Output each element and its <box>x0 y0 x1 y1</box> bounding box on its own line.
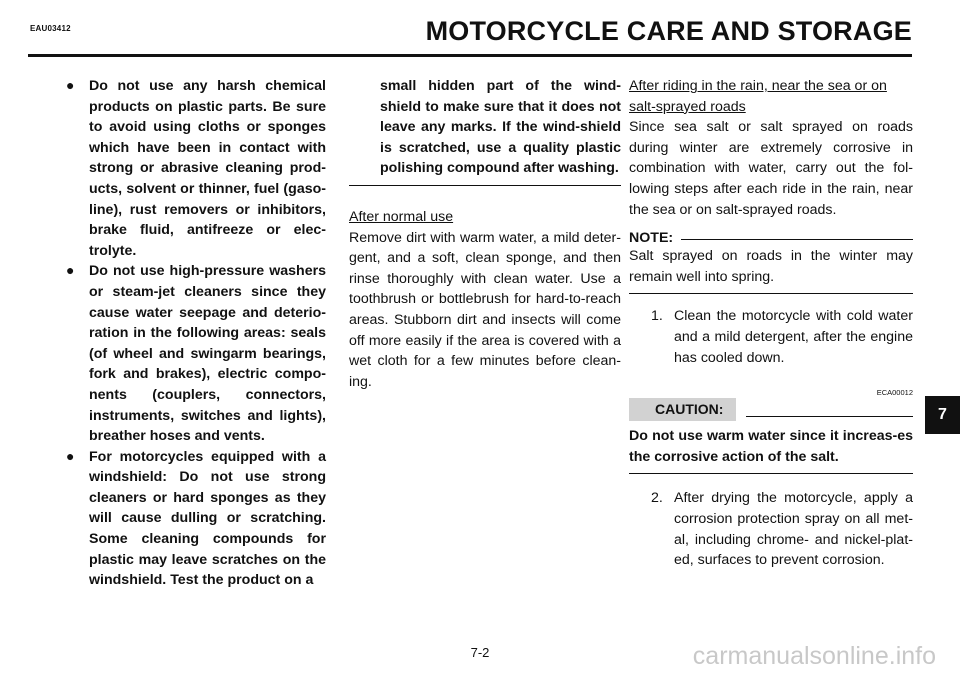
step-item <box>629 306 913 368</box>
column-3 <box>629 76 913 571</box>
caution-text: Do not use warm water since it increas-es the corrosive action of the salt. <box>629 428 913 465</box>
page-title: MOTORCYCLE CARE AND STORAGE <box>425 16 912 46</box>
caution-label: CAUTION: <box>629 398 736 421</box>
step-text: After drying the motorcycle, apply a corrosion protection spray on all met-al, including chrome- and nickel-plat-ed, surfaces to prevent corrosion. <box>674 490 913 569</box>
column-2 <box>349 76 621 392</box>
bullet-icon: ● <box>66 262 75 279</box>
section-code: EAU03412 <box>30 24 71 33</box>
note-text: Salt sprayed on roads in the winter may remain well into spring. <box>629 248 913 285</box>
note-rule <box>681 239 913 240</box>
note-label: NOTE: <box>629 230 674 247</box>
warning-bullet-text: Do not use any harsh chemical products on plastic parts. Be sure to avoid using cloths or sponges which have been in contact with strong or abrasive cleaning prod-ucts, solvent or thinner, fuel (gaso-line), rust removers or inhibitors, brake fluid, antifreeze or elec-trolyte. <box>89 78 326 259</box>
step-item <box>629 488 913 570</box>
header-rule <box>28 54 912 57</box>
warning-bullet-item <box>64 261 326 446</box>
warning-bullet-item <box>64 76 326 261</box>
warning-end-rule <box>349 185 621 186</box>
warning-bullet-item <box>64 447 326 591</box>
warning-continuation: small hidden part of the wind-shield to make sure that it does not leave any marks. If the wind-shield is scratched, use a quality plastic polishing compound after washing. <box>380 78 621 177</box>
watermark: carmanualsonline.info <box>692 642 936 670</box>
step-number: 2. <box>651 490 663 507</box>
section-heading-rain-sea: After riding in the rain, near the sea or on salt-sprayed roads <box>629 78 887 115</box>
bullet-icon: ● <box>66 447 75 464</box>
column-1 <box>64 76 326 591</box>
section-body-normal-use: Remove dirt with warm water, a mild deter-gent, and a soft, clean sponge, and then rinse thoroughly with clean water. Use a toothbrush or bottlebrush for hard-to-reach areas. Stubborn dirt and insects will come off more easily if the area is covered with a wet cloth for a few minutes before clean-ing. <box>349 229 621 390</box>
warning-bullet-text: Do not use high-pressure washers or steam-jet cleaners since they cause water seepage and deterio-ration in the following areas: seals (of wheel and swingarm bearings, fork and brakes), electric compo-nents (couplers, connectors, instruments, switches and lights), breather hoses and vents. <box>89 263 326 445</box>
caution-end-rule <box>629 473 913 474</box>
warning-bullet-list <box>64 76 326 591</box>
chapter-tab: 7 <box>925 396 960 434</box>
step-number: 1. <box>651 308 663 325</box>
section-body-rain-sea: Since sea salt or salt sprayed on roads during winter are extremely corrosive in combination with water, carry out the fol-lowing steps after each ride in the rain, near the sea or on salt-sprayed roads. <box>629 119 913 218</box>
warning-bullet-text: For motorcycles equipped with a windshield: Do not use strong cleaners or hard sponges as they will cause dulling or scratching. Some cleaning compounds for plastic may leave scratches on the windshield. Test the product on a <box>89 448 326 589</box>
caution-code: ECA00012 <box>876 388 913 398</box>
page-number: 7-2 <box>470 645 490 660</box>
section-heading-normal-use: After normal use <box>349 208 454 225</box>
caution-rule <box>746 416 913 417</box>
step-text: Clean the motorcycle with cold water and a mild detergent, after the engine has cooled down. <box>674 308 913 366</box>
note-header <box>629 230 913 246</box>
bullet-icon: ● <box>66 77 75 93</box>
note-end-rule <box>629 293 913 294</box>
caution-header <box>629 398 913 421</box>
